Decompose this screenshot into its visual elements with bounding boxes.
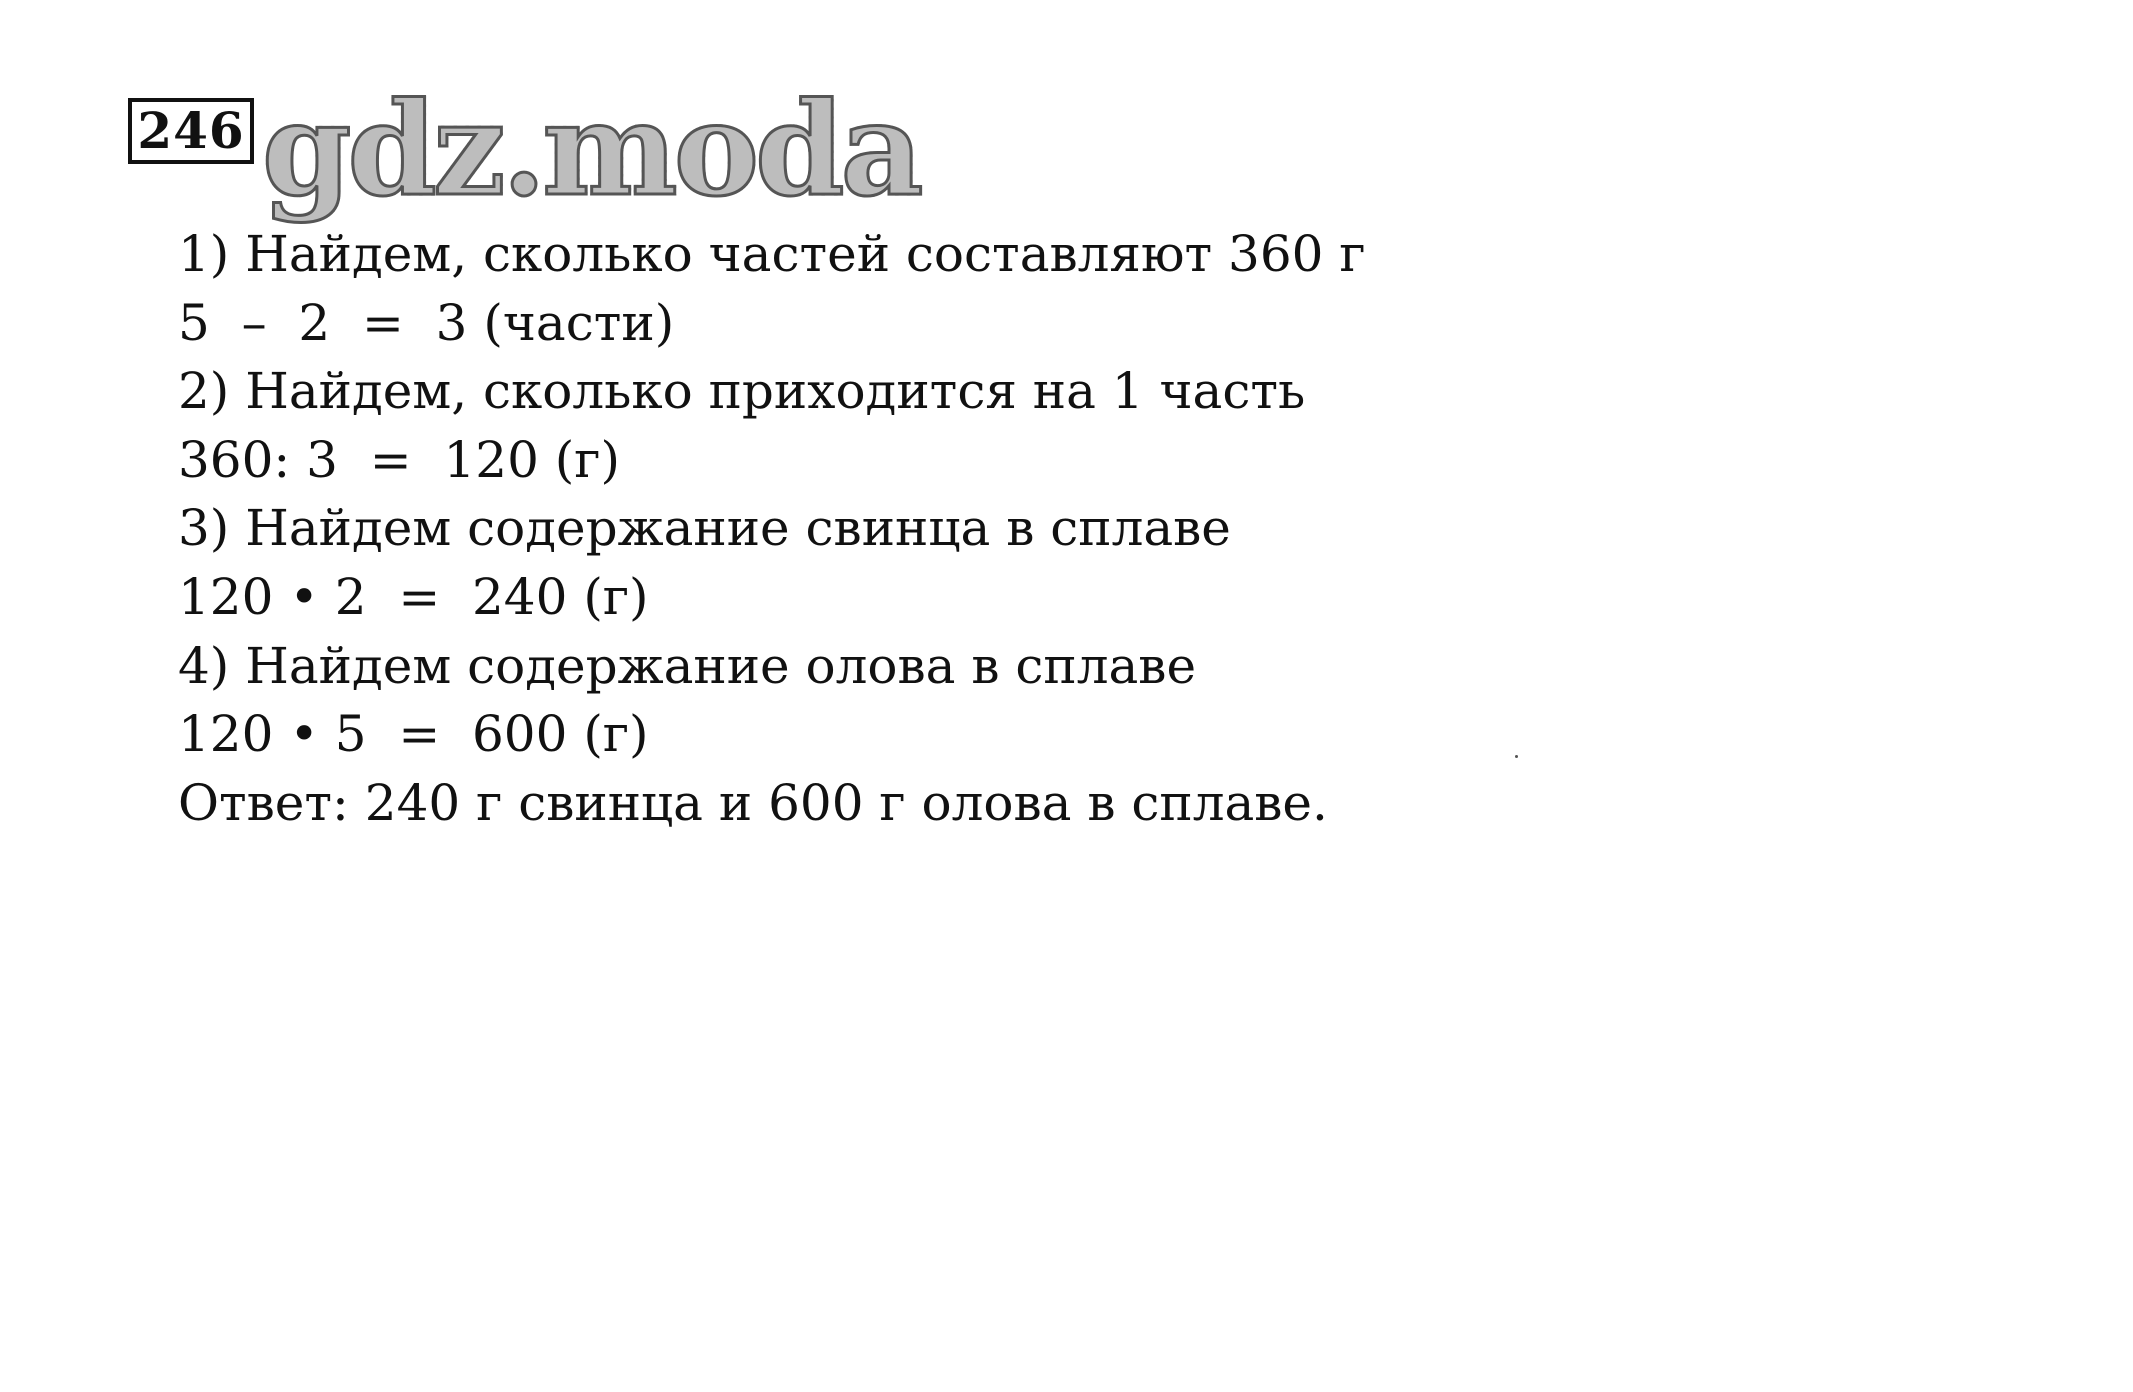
solution-text xyxy=(178,220,1366,837)
solution-line: 360: 3 = 120 (г) xyxy=(178,430,620,489)
solution-line: 120 • 5 = 600 (г) xyxy=(178,705,649,764)
solution-line: 1) Найдем, сколько частей составляют 360 г xyxy=(178,225,1366,283)
solution-line: 2) Найдем, сколько приходится на 1 часть xyxy=(178,362,1306,421)
solution-line: 5 – 2 = 3 (части) xyxy=(178,293,675,352)
ink-speck xyxy=(1515,755,1518,758)
solution-line: 3) Найдем содержание свинца в сплаве xyxy=(178,499,1231,558)
problem-number-box: 246 xyxy=(128,98,254,164)
watermark-logo: gdz.moda xyxy=(262,75,920,225)
solution-line: 4) Найдем содержание олова в сплаве xyxy=(178,636,1197,695)
answer-line: Ответ: 240 г свинца и 600 г олова в сплаве. xyxy=(178,773,1328,832)
solution-line: 120 • 2 = 240 (г) xyxy=(178,567,649,626)
